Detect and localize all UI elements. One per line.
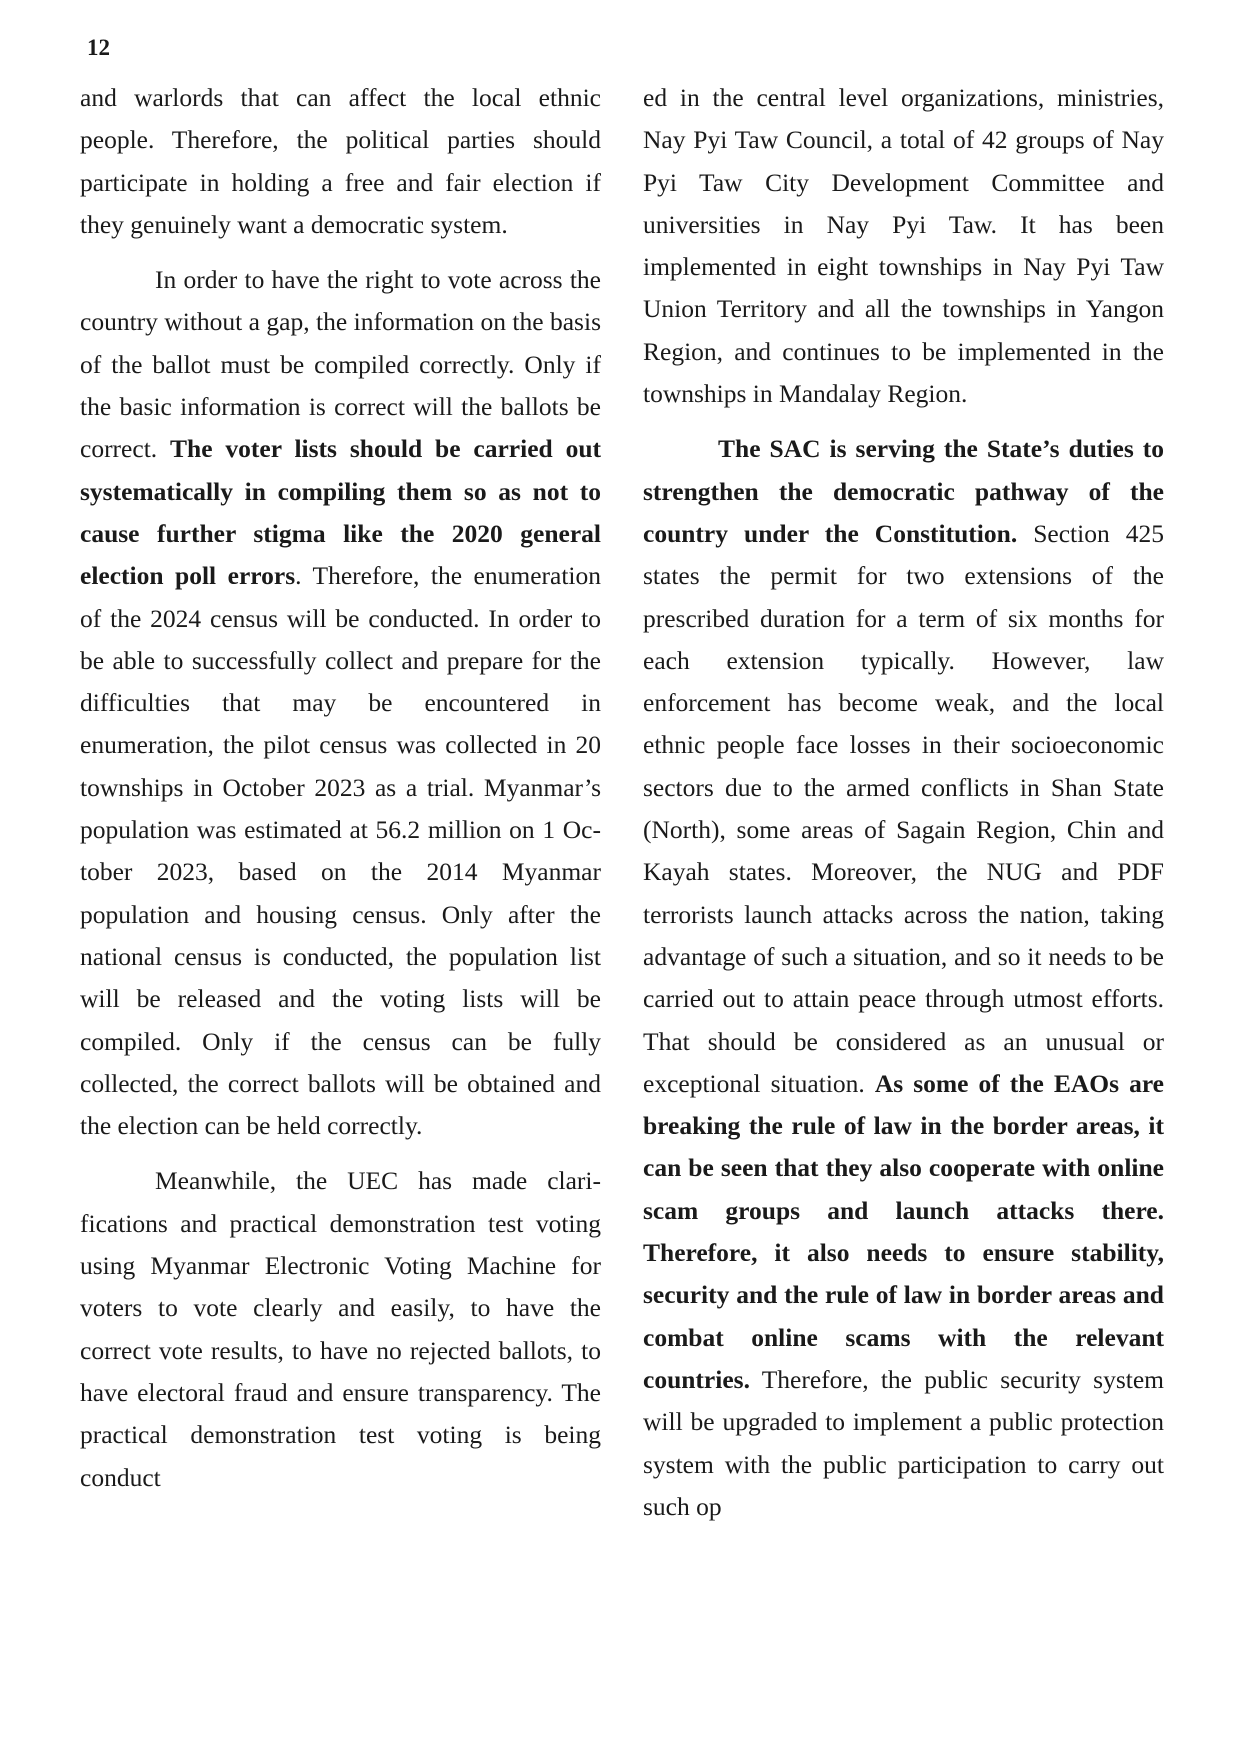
- left-paragraph-2-text-a: In order to have the right to vote across the country without a gap, the information on the basis of the ballot must be compiled correctly. Only if the basic information is correct will the ballots be correct.: [80, 265, 601, 464]
- left-paragraph-2-text-b: . Therefore, the enumeration of the 2024 census will be conducted. In order to be able to successfully collect and prepare for the difficulties that may be encountered in enumeration, the pilot census was collected in 20 townships in October 2023 as a trial. Myanmar’s population was estimated at 56.2 million on 1 October 2023, based on the 2014 Myanmar population and housing census. Only after the national census is conducted, the population list will be released and the voting lists will be compiled. Only if the census can be fully collected, the correct ballots will be obtained and the election can be held correctly.: [80, 561, 601, 1141]
- right-paragraph-1: [643, 77, 1164, 415]
- left-paragraph-1-text: and warlords that can affect the local ethnic people. Therefore, the political parties should participate in holding a free and fair election if they genuinely want a democratic system.: [80, 83, 601, 239]
- right-paragraph-1-text: ed in the central level organizations, ministries, Nay Pyi Taw Council, a total of 42 groups of Nay Pyi Taw City Development Committee and universities in Nay Pyi Taw. It has been implemented in eight townships in Nay Pyi Taw Union Territory and all the townships in Yangon Region, and continues to be implemented in the townships in Mandalay Region.: [643, 83, 1164, 409]
- right-paragraph-2-text-b: Therefore, the public security system will be upgraded to implement a public protection system with the public participation to carry out such op: [643, 1364, 1164, 1521]
- left-paragraph-2-bold: The voter lists should be carried out systematically in compiling them so as not to cause further stigma like the 2020 general election poll errors: [80, 434, 601, 591]
- right-column: [643, 77, 1164, 1541]
- left-paragraph-2: [80, 259, 601, 1147]
- page-number: 12: [87, 35, 110, 60]
- right-paragraph-2-bold-1: The SAC is serving the State’s duties to strengthen the democratic pathway of the country under the Constitution.: [643, 434, 1164, 548]
- left-column: [80, 77, 601, 1512]
- left-paragraph-3-text: Meanwhile, the UEC has made clarifications and practical demonstration test voting using Myanmar Electronic Voting Machine for voters to vote clearly and easily, to have the correct vote results, to have no rejected ballots, to have electoral fraud and ensure transparency. The practical demonstration test voting is being conduct: [80, 1166, 601, 1492]
- right-paragraph-2-text-a: Section 425 states the permit for two extensions of the prescribed duration for a term of six months for each extension typically. However, law enforcement has become weak, and the local ethnic people face losses in their socioeconomic sectors due to the armed conflicts in Shan State (North), some areas of Sagain Region, Chin and Kayah states. Moreover, the NUG and PDF terrorists launch attacks across the nation, taking advantage of such a situation, and so it needs to be carried out to attain peace through utmost efforts. That should be considered as an unusual or exceptional situation.: [643, 518, 1164, 1098]
- right-paragraph-2: [643, 428, 1164, 1528]
- left-paragraph-1: [80, 77, 601, 246]
- left-paragraph-3: [80, 1160, 601, 1498]
- right-paragraph-2-bold-2: As some of the EAOs are breaking the rule of law in the border areas, it can be seen that they also cooperate with online scam groups and launch attacks there. Therefore, it also needs to ensure stability, security and the rule of law in border areas and combat online scams with the relevant countries.: [643, 1068, 1165, 1394]
